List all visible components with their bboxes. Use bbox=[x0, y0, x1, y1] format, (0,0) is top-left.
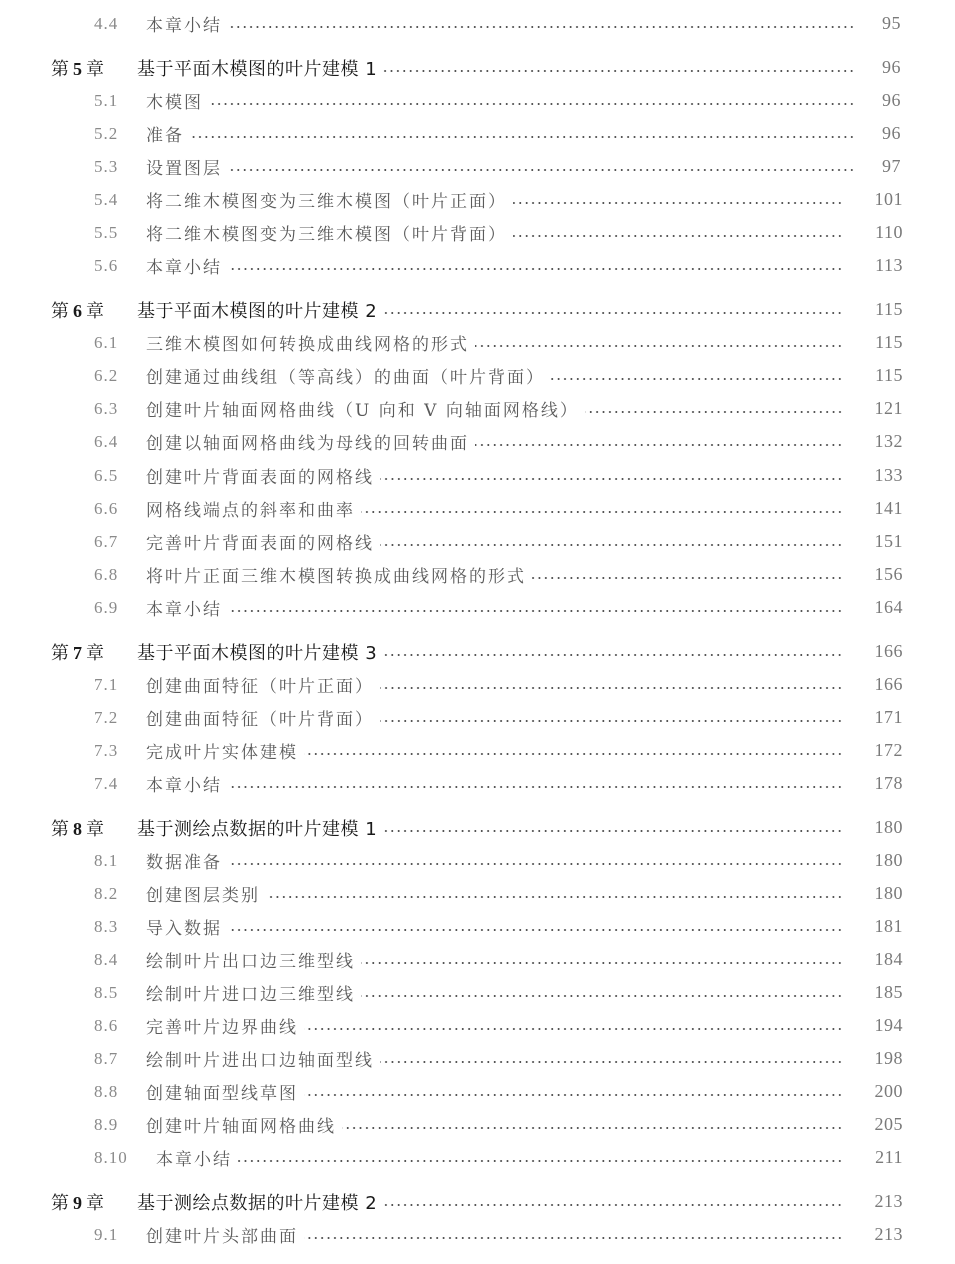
section-title: 木模图 bbox=[146, 93, 203, 113]
dot-leader bbox=[238, 1160, 843, 1162]
section-number: 7.1 bbox=[94, 674, 119, 694]
toc-section-entry[interactable] bbox=[0, 668, 955, 701]
page-number: 96 bbox=[882, 57, 901, 77]
section-number: 8.2 bbox=[94, 883, 119, 903]
section-number: 6.1 bbox=[94, 332, 119, 352]
section-title: 本章小结 bbox=[156, 1150, 232, 1170]
toc-section-entry[interactable] bbox=[0, 1009, 955, 1042]
toc-section-entry[interactable] bbox=[0, 359, 955, 392]
section-number: 5.5 bbox=[94, 222, 119, 242]
toc-section-entry[interactable] bbox=[0, 326, 955, 359]
section-title: 创建叶片背面表面的网格线 bbox=[146, 468, 374, 488]
toc-chapter-entry[interactable] bbox=[0, 293, 955, 326]
toc-section-entry[interactable] bbox=[0, 425, 955, 458]
section-number: 7.3 bbox=[94, 740, 119, 760]
section-title: 本章小结 bbox=[146, 16, 222, 36]
toc-section-entry[interactable] bbox=[0, 150, 955, 183]
dot-leader bbox=[228, 26, 855, 28]
page-number: 96 bbox=[882, 90, 901, 110]
toc-section-entry[interactable] bbox=[0, 392, 955, 425]
section-title: 准备 bbox=[146, 126, 184, 146]
toc-section-entry[interactable] bbox=[0, 1108, 955, 1141]
toc-section-entry[interactable] bbox=[0, 877, 955, 910]
section-number: 5.4 bbox=[94, 189, 119, 209]
section-number: 8.5 bbox=[94, 982, 119, 1002]
page-number: 121 bbox=[874, 398, 903, 418]
section-number: 8.4 bbox=[94, 949, 119, 969]
dot-leader bbox=[383, 654, 843, 656]
toc-section-entry[interactable] bbox=[0, 216, 955, 249]
section-number: 8.1 bbox=[94, 850, 119, 870]
section-number: 6.8 bbox=[94, 564, 119, 584]
chapter-number bbox=[51, 55, 137, 81]
dot-leader bbox=[228, 268, 843, 270]
section-title: 将二维木模图变为三维木模图（叶片正面） bbox=[146, 192, 507, 212]
section-title: 本章小结 bbox=[146, 258, 222, 278]
page-number: 205 bbox=[874, 1114, 903, 1134]
toc-section-entry[interactable] bbox=[0, 459, 955, 492]
toc-section-entry[interactable] bbox=[0, 249, 955, 282]
chapter-digit: 5 bbox=[73, 58, 82, 79]
section-title: 三维木模图如何转换成曲线网格的形式 bbox=[146, 335, 469, 355]
section-number: 8.3 bbox=[94, 916, 119, 936]
page-number: 97 bbox=[882, 156, 901, 176]
chapter-number bbox=[51, 297, 137, 323]
section-title: 创建通过曲线组（等高线）的曲面（叶片背面） bbox=[146, 368, 545, 388]
chapter-suffix: 章 bbox=[86, 1192, 104, 1214]
toc-chapter-entry[interactable] bbox=[0, 51, 955, 84]
page-number: 141 bbox=[874, 498, 903, 518]
section-number: 6.5 bbox=[94, 465, 119, 485]
toc-section-entry[interactable] bbox=[0, 1141, 955, 1174]
dot-leader bbox=[383, 312, 843, 314]
section-title: 创建曲面特征（叶片背面） bbox=[146, 710, 374, 730]
chapter-suffix: 章 bbox=[86, 58, 104, 80]
dot-leader bbox=[513, 202, 843, 204]
section-title: 绘制叶片进口边三维型线 bbox=[146, 985, 355, 1005]
section-title: 创建叶片轴面网格曲线 bbox=[146, 1117, 336, 1137]
dot-leader bbox=[551, 378, 843, 380]
page-number: 185 bbox=[874, 982, 903, 1002]
chapter-suffix: 章 bbox=[86, 818, 104, 840]
section-title: 将叶片正面三维木模图转换成曲线网格的形式 bbox=[146, 567, 526, 587]
section-title: 数据准备 bbox=[146, 853, 222, 873]
page-number: 101 bbox=[874, 189, 903, 209]
section-number: 8.10 bbox=[94, 1147, 128, 1167]
page-number: 156 bbox=[874, 564, 903, 584]
toc-section-entry[interactable] bbox=[0, 1042, 955, 1075]
chapter-digit: 9 bbox=[73, 1192, 82, 1213]
section-number: 5.3 bbox=[94, 156, 119, 176]
dot-leader bbox=[304, 1094, 843, 1096]
chapter-digit: 8 bbox=[73, 818, 82, 839]
page-number: 115 bbox=[875, 332, 903, 352]
section-number: 7.2 bbox=[94, 707, 119, 727]
chapter-suffix: 章 bbox=[86, 300, 104, 322]
chapter-number bbox=[51, 1189, 137, 1215]
section-title: 绘制叶片进出口边轴面型线 bbox=[146, 1051, 374, 1071]
toc-section-entry[interactable] bbox=[0, 767, 955, 800]
dot-leader bbox=[475, 444, 843, 446]
page-number: 133 bbox=[874, 465, 903, 485]
page-number: 172 bbox=[874, 740, 903, 760]
chapter-suffix: 章 bbox=[86, 642, 104, 664]
page-number: 166 bbox=[874, 674, 903, 694]
dot-leader bbox=[475, 345, 843, 347]
page-number: 132 bbox=[874, 431, 903, 451]
toc-section-entry[interactable] bbox=[0, 844, 955, 877]
toc-section-entry[interactable] bbox=[0, 976, 955, 1009]
page-number: 213 bbox=[874, 1191, 903, 1211]
section-title: 本章小结 bbox=[146, 600, 222, 620]
dot-leader bbox=[383, 830, 843, 832]
page-number: 181 bbox=[874, 916, 903, 936]
toc-section-entry[interactable] bbox=[0, 591, 955, 624]
dot-leader bbox=[513, 235, 843, 237]
dot-leader bbox=[361, 995, 843, 997]
section-number: 8.8 bbox=[94, 1081, 119, 1101]
dot-leader bbox=[383, 1204, 843, 1206]
dot-leader bbox=[190, 136, 855, 138]
page-number: 184 bbox=[874, 949, 903, 969]
toc-section-entry[interactable] bbox=[0, 910, 955, 943]
dot-leader bbox=[532, 577, 843, 579]
dot-leader bbox=[228, 169, 855, 171]
page-number: 110 bbox=[875, 222, 903, 242]
dot-leader bbox=[266, 896, 843, 898]
toc-section-entry[interactable] bbox=[0, 7, 955, 40]
page-number: 171 bbox=[874, 707, 903, 727]
section-number: 6.4 bbox=[94, 431, 119, 451]
dot-leader bbox=[304, 1237, 843, 1239]
section-title: 创建图层类别 bbox=[146, 886, 260, 906]
section-title: 网格线端点的斜率和曲率 bbox=[146, 501, 355, 521]
toc-section-entry[interactable] bbox=[0, 183, 955, 216]
section-title: 完善叶片边界曲线 bbox=[146, 1018, 298, 1038]
page-number: 151 bbox=[874, 531, 903, 551]
section-number: 4.4 bbox=[94, 13, 119, 33]
page-number: 180 bbox=[874, 850, 903, 870]
chapter-prefix: 第 bbox=[51, 642, 69, 664]
section-number: 5.1 bbox=[94, 90, 119, 110]
section-number: 8.7 bbox=[94, 1048, 119, 1068]
section-number: 8.6 bbox=[94, 1015, 119, 1035]
dot-leader bbox=[304, 1028, 843, 1030]
toc-section-entry[interactable] bbox=[0, 84, 955, 117]
toc-section-entry[interactable] bbox=[0, 734, 955, 767]
page-number: 113 bbox=[875, 255, 903, 275]
section-number: 5.6 bbox=[94, 255, 119, 275]
chapter-digit: 7 bbox=[73, 642, 82, 663]
dot-leader bbox=[380, 478, 843, 480]
toc-section-entry[interactable] bbox=[0, 558, 955, 591]
page-number: 166 bbox=[874, 641, 903, 661]
section-title: 本章小结 bbox=[146, 776, 222, 796]
toc-section-entry[interactable] bbox=[0, 117, 955, 150]
dot-leader bbox=[380, 1061, 843, 1063]
chapter-prefix: 第 bbox=[51, 1192, 69, 1214]
section-title: 创建以轴面网格曲线为母线的回转曲面 bbox=[146, 434, 469, 454]
chapter-number bbox=[51, 815, 137, 841]
section-number: 6.6 bbox=[94, 498, 119, 518]
page-number: 178 bbox=[874, 773, 903, 793]
section-number: 9.1 bbox=[94, 1224, 119, 1244]
toc-section-entry[interactable] bbox=[0, 943, 955, 976]
section-title: 创建轴面型线草图 bbox=[146, 1084, 298, 1104]
dot-leader bbox=[585, 411, 843, 413]
chapter-title: 基于测绘点数据的叶片建模 1 bbox=[137, 818, 378, 840]
dot-leader bbox=[304, 753, 843, 755]
section-title: 完善叶片背面表面的网格线 bbox=[146, 534, 374, 554]
page-number: 180 bbox=[874, 817, 903, 837]
dot-leader bbox=[228, 929, 843, 931]
chapter-title: 基于测绘点数据的叶片建模 2 bbox=[137, 1192, 378, 1214]
chapter-title: 基于平面木模图的叶片建模 3 bbox=[137, 642, 378, 664]
page-number: 194 bbox=[874, 1015, 903, 1035]
page-number: 213 bbox=[874, 1224, 903, 1244]
dot-leader bbox=[342, 1127, 843, 1129]
section-number: 6.3 bbox=[94, 398, 119, 418]
chapter-title: 基于平面木模图的叶片建模 2 bbox=[137, 300, 378, 322]
dot-leader bbox=[209, 103, 855, 105]
chapter-title: 基于平面木模图的叶片建模 1 bbox=[137, 58, 378, 80]
page-number: 115 bbox=[875, 299, 903, 319]
chapter-prefix: 第 bbox=[51, 818, 69, 840]
section-number: 6.7 bbox=[94, 531, 119, 551]
page-number: 164 bbox=[874, 597, 903, 617]
section-title: 将二维木模图变为三维木模图（叶片背面） bbox=[146, 225, 507, 245]
chapter-digit: 6 bbox=[73, 300, 82, 321]
dot-leader bbox=[228, 863, 843, 865]
page-number: 198 bbox=[874, 1048, 903, 1068]
section-number: 6.2 bbox=[94, 365, 119, 385]
page-number: 95 bbox=[882, 13, 901, 33]
page-number: 180 bbox=[874, 883, 903, 903]
dot-leader bbox=[380, 687, 843, 689]
toc-chapter-entry[interactable] bbox=[0, 811, 955, 844]
chapter-prefix: 第 bbox=[51, 300, 69, 322]
section-title: 完成叶片实体建模 bbox=[146, 743, 298, 763]
toc-section-entry[interactable] bbox=[0, 492, 955, 525]
dot-leader bbox=[361, 511, 843, 513]
dot-leader bbox=[380, 544, 843, 546]
dot-leader bbox=[383, 70, 855, 72]
chapter-number bbox=[51, 639, 137, 665]
section-title: 设置图层 bbox=[146, 159, 222, 179]
section-number: 5.2 bbox=[94, 123, 119, 143]
toc-section-entry[interactable] bbox=[0, 525, 955, 558]
section-number: 7.4 bbox=[94, 773, 119, 793]
toc-section-entry[interactable] bbox=[0, 1218, 955, 1251]
dot-leader bbox=[361, 962, 843, 964]
toc-section-entry[interactable] bbox=[0, 1075, 955, 1108]
page-number: 96 bbox=[882, 123, 901, 143]
toc-chapter-entry[interactable] bbox=[0, 1185, 955, 1218]
dot-leader bbox=[228, 786, 843, 788]
page-number: 211 bbox=[875, 1147, 903, 1167]
section-title: 创建叶片轴面网格曲线（U 向和 V 向轴面网格线） bbox=[146, 401, 579, 421]
dot-leader bbox=[380, 720, 843, 722]
page-number: 200 bbox=[874, 1081, 903, 1101]
section-title: 绘制叶片出口边三维型线 bbox=[146, 952, 355, 972]
toc-section-entry[interactable] bbox=[0, 701, 955, 734]
section-title: 创建叶片头部曲面 bbox=[146, 1227, 298, 1247]
chapter-prefix: 第 bbox=[51, 58, 69, 80]
section-title: 创建曲面特征（叶片正面） bbox=[146, 677, 374, 697]
dot-leader bbox=[228, 610, 843, 612]
section-number: 8.9 bbox=[94, 1114, 119, 1134]
section-title: 导入数据 bbox=[146, 919, 222, 939]
page-number: 115 bbox=[875, 365, 903, 385]
toc-chapter-entry[interactable] bbox=[0, 635, 955, 668]
section-number: 6.9 bbox=[94, 597, 119, 617]
